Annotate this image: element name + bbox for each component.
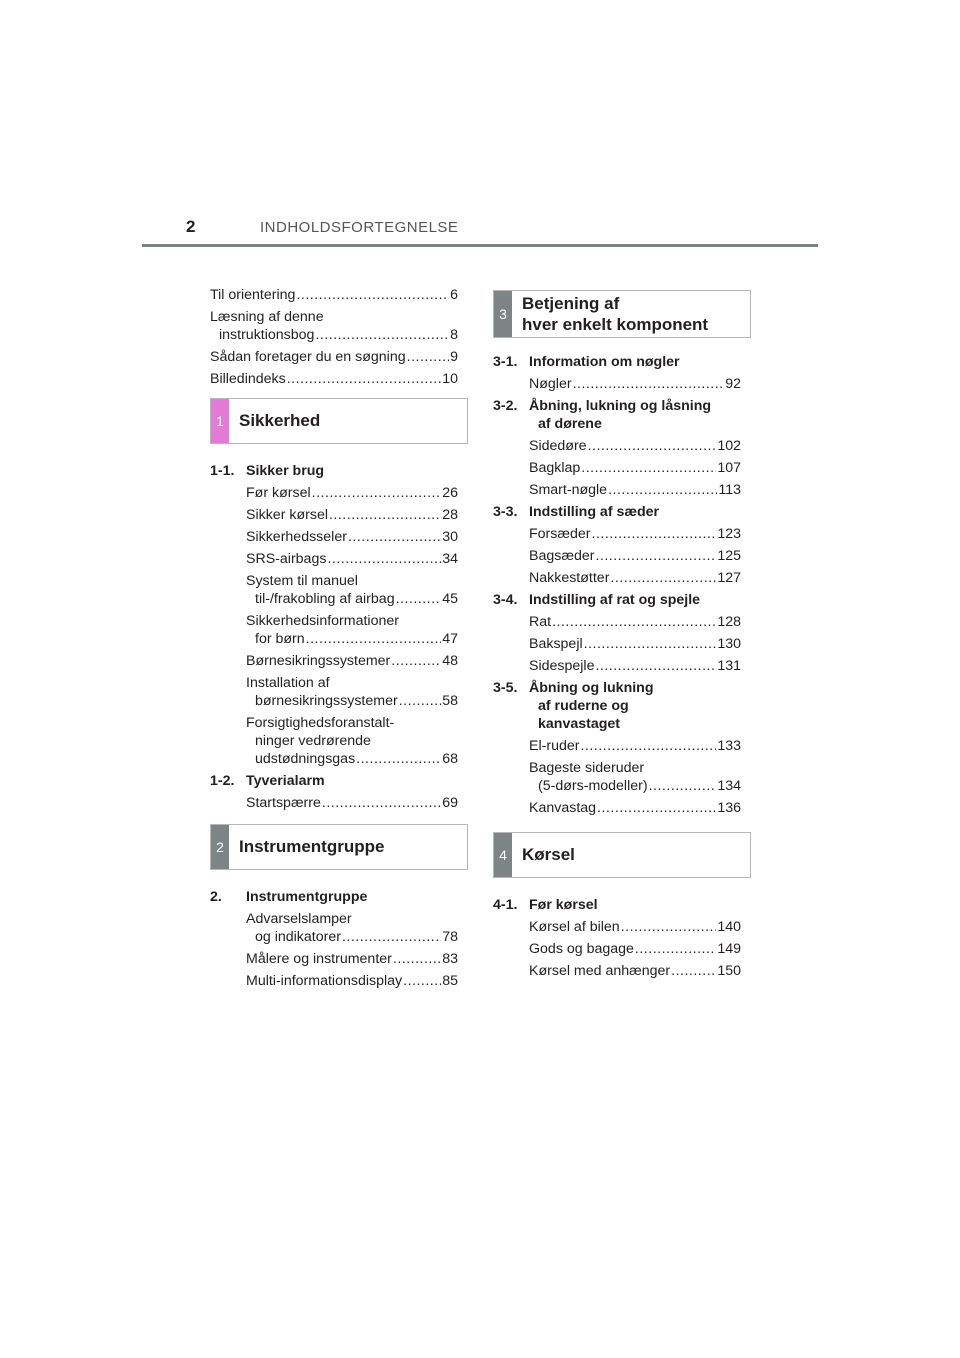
toc-entry[interactable]: Multi-informationsdisplay ..... 85: [246, 972, 458, 990]
toc-entry[interactable]: Advarselslamper og indikatorer ..... 78: [246, 910, 458, 946]
section-number-tab: 1: [211, 399, 229, 443]
toc-entry[interactable]: Forsigtighedsforanstalt- ninger vedrørende udstødningsgas ..... 68: [246, 714, 458, 768]
toc-left-column: [210, 286, 458, 388]
toc-chapter-4: [493, 896, 741, 980]
toc-entry[interactable]: Gods og bagage ..... 149: [529, 940, 741, 958]
chapter-heading[interactable]: 4-1. Før kørsel: [493, 897, 598, 913]
toc-entry[interactable]: Bagklap ..... 107: [529, 459, 741, 477]
toc-entry[interactable]: Sikkerhedsseler ..... 30: [246, 528, 458, 546]
toc-entry[interactable]: Sådan foretager du en søgning ..... 9: [210, 348, 458, 366]
toc-entry[interactable]: Sikker kørsel ..... 28: [246, 506, 458, 524]
section-header-korsel[interactable]: [493, 832, 751, 878]
section-header-betjening[interactable]: [493, 290, 751, 338]
toc-entry[interactable]: Sidedøre ..... 102: [529, 437, 741, 455]
toc-entry[interactable]: Nøgler ..... 92: [529, 375, 741, 393]
running-header-title: INDHOLDSFORTEGNELSE: [260, 219, 459, 236]
toc-entry[interactable]: Bakspejl ..... 130: [529, 635, 741, 653]
toc-entry[interactable]: Målere og instrumenter ..... 83: [246, 950, 458, 968]
toc-entry[interactable]: Kørsel med anhænger ..... 150: [529, 962, 741, 980]
chapter-heading[interactable]: 1-1. Sikker brug: [210, 463, 325, 479]
toc-entry[interactable]: SRS-airbags ..... 34: [246, 550, 458, 568]
toc-entry[interactable]: Læsning af denne instruktionsbog ..... 8: [210, 308, 458, 344]
section-title: Kørsel: [522, 845, 575, 864]
toc-entry[interactable]: Bageste sideruder (5-dørs-modeller) ..... 134: [529, 759, 741, 795]
toc-entry[interactable]: Startspærre ..... 69: [246, 794, 458, 812]
toc-entry[interactable]: El-ruder ..... 133: [529, 737, 741, 755]
section-header-instrumentgruppe[interactable]: [210, 824, 468, 870]
toc-entry[interactable]: Bagsæder ..... 125: [529, 547, 741, 565]
toc-entry[interactable]: Til orientering ..... 6: [210, 286, 458, 304]
header-rule: [142, 244, 818, 247]
section-title: Instrumentgruppe: [239, 837, 385, 856]
section-title-line1: Betjening af: [522, 294, 620, 313]
chapter-heading[interactable]: 3-3. Indstilling af sæder: [493, 504, 660, 520]
section-number-tab: 2: [211, 825, 229, 869]
toc-entry[interactable]: Billedindeks ..... 10: [210, 370, 458, 388]
section-number-tab: 3: [494, 291, 512, 337]
toc-chapter-1: [210, 462, 458, 812]
toc-entry[interactable]: Installation af børnesikringssystemer ..... 58: [246, 674, 458, 710]
toc-entry[interactable]: Kanvastag ..... 136: [529, 799, 741, 817]
section-header-sikkerhed[interactable]: [210, 398, 468, 444]
toc-entry[interactable]: Rat ..... 128: [529, 613, 741, 631]
toc-entry[interactable]: System til manuel til-/frakobling af airbag ..... 45: [246, 572, 458, 608]
toc-entry[interactable]: Før kørsel ..... 26: [246, 484, 458, 502]
chapter-heading[interactable]: 1-2. Tyverialarm: [210, 773, 325, 789]
chapter-heading[interactable]: 3-5. Åbning og lukning af ruderne og kanvastaget: [493, 680, 654, 732]
section-title-line2: hver enkelt komponent: [522, 315, 709, 334]
toc-entry[interactable]: Forsæder ..... 123: [529, 525, 741, 543]
chapter-heading[interactable]: 3-4. Indstilling af rat og spejle: [493, 592, 701, 608]
toc-chapter-3: [493, 353, 741, 817]
toc-entry[interactable]: Smart-nøgle ..... 113: [529, 481, 741, 499]
page-number: 2: [186, 217, 196, 236]
toc-entry[interactable]: Kørsel af bilen ..... 140: [529, 918, 741, 936]
toc-chapter-2: [210, 888, 458, 990]
chapter-heading[interactable]: 2. Instrumentgruppe: [210, 889, 368, 905]
toc-entry[interactable]: Sikkerhedsinformationer for børn ..... 47: [246, 612, 458, 648]
chapter-heading[interactable]: 3-1. Information om nøgler: [493, 354, 680, 370]
toc-entry[interactable]: Nakkestøtter ..... 127: [529, 569, 741, 587]
section-number-tab: 4: [494, 833, 512, 877]
chapter-heading[interactable]: 3-2. Åbning, lukning og låsning af dørene: [493, 398, 712, 432]
toc-entry[interactable]: Børnesikringssystemer ..... 48: [246, 652, 458, 670]
section-title: Sikkerhed: [239, 411, 321, 430]
toc-entry[interactable]: Sidespejle ..... 131: [529, 657, 741, 675]
